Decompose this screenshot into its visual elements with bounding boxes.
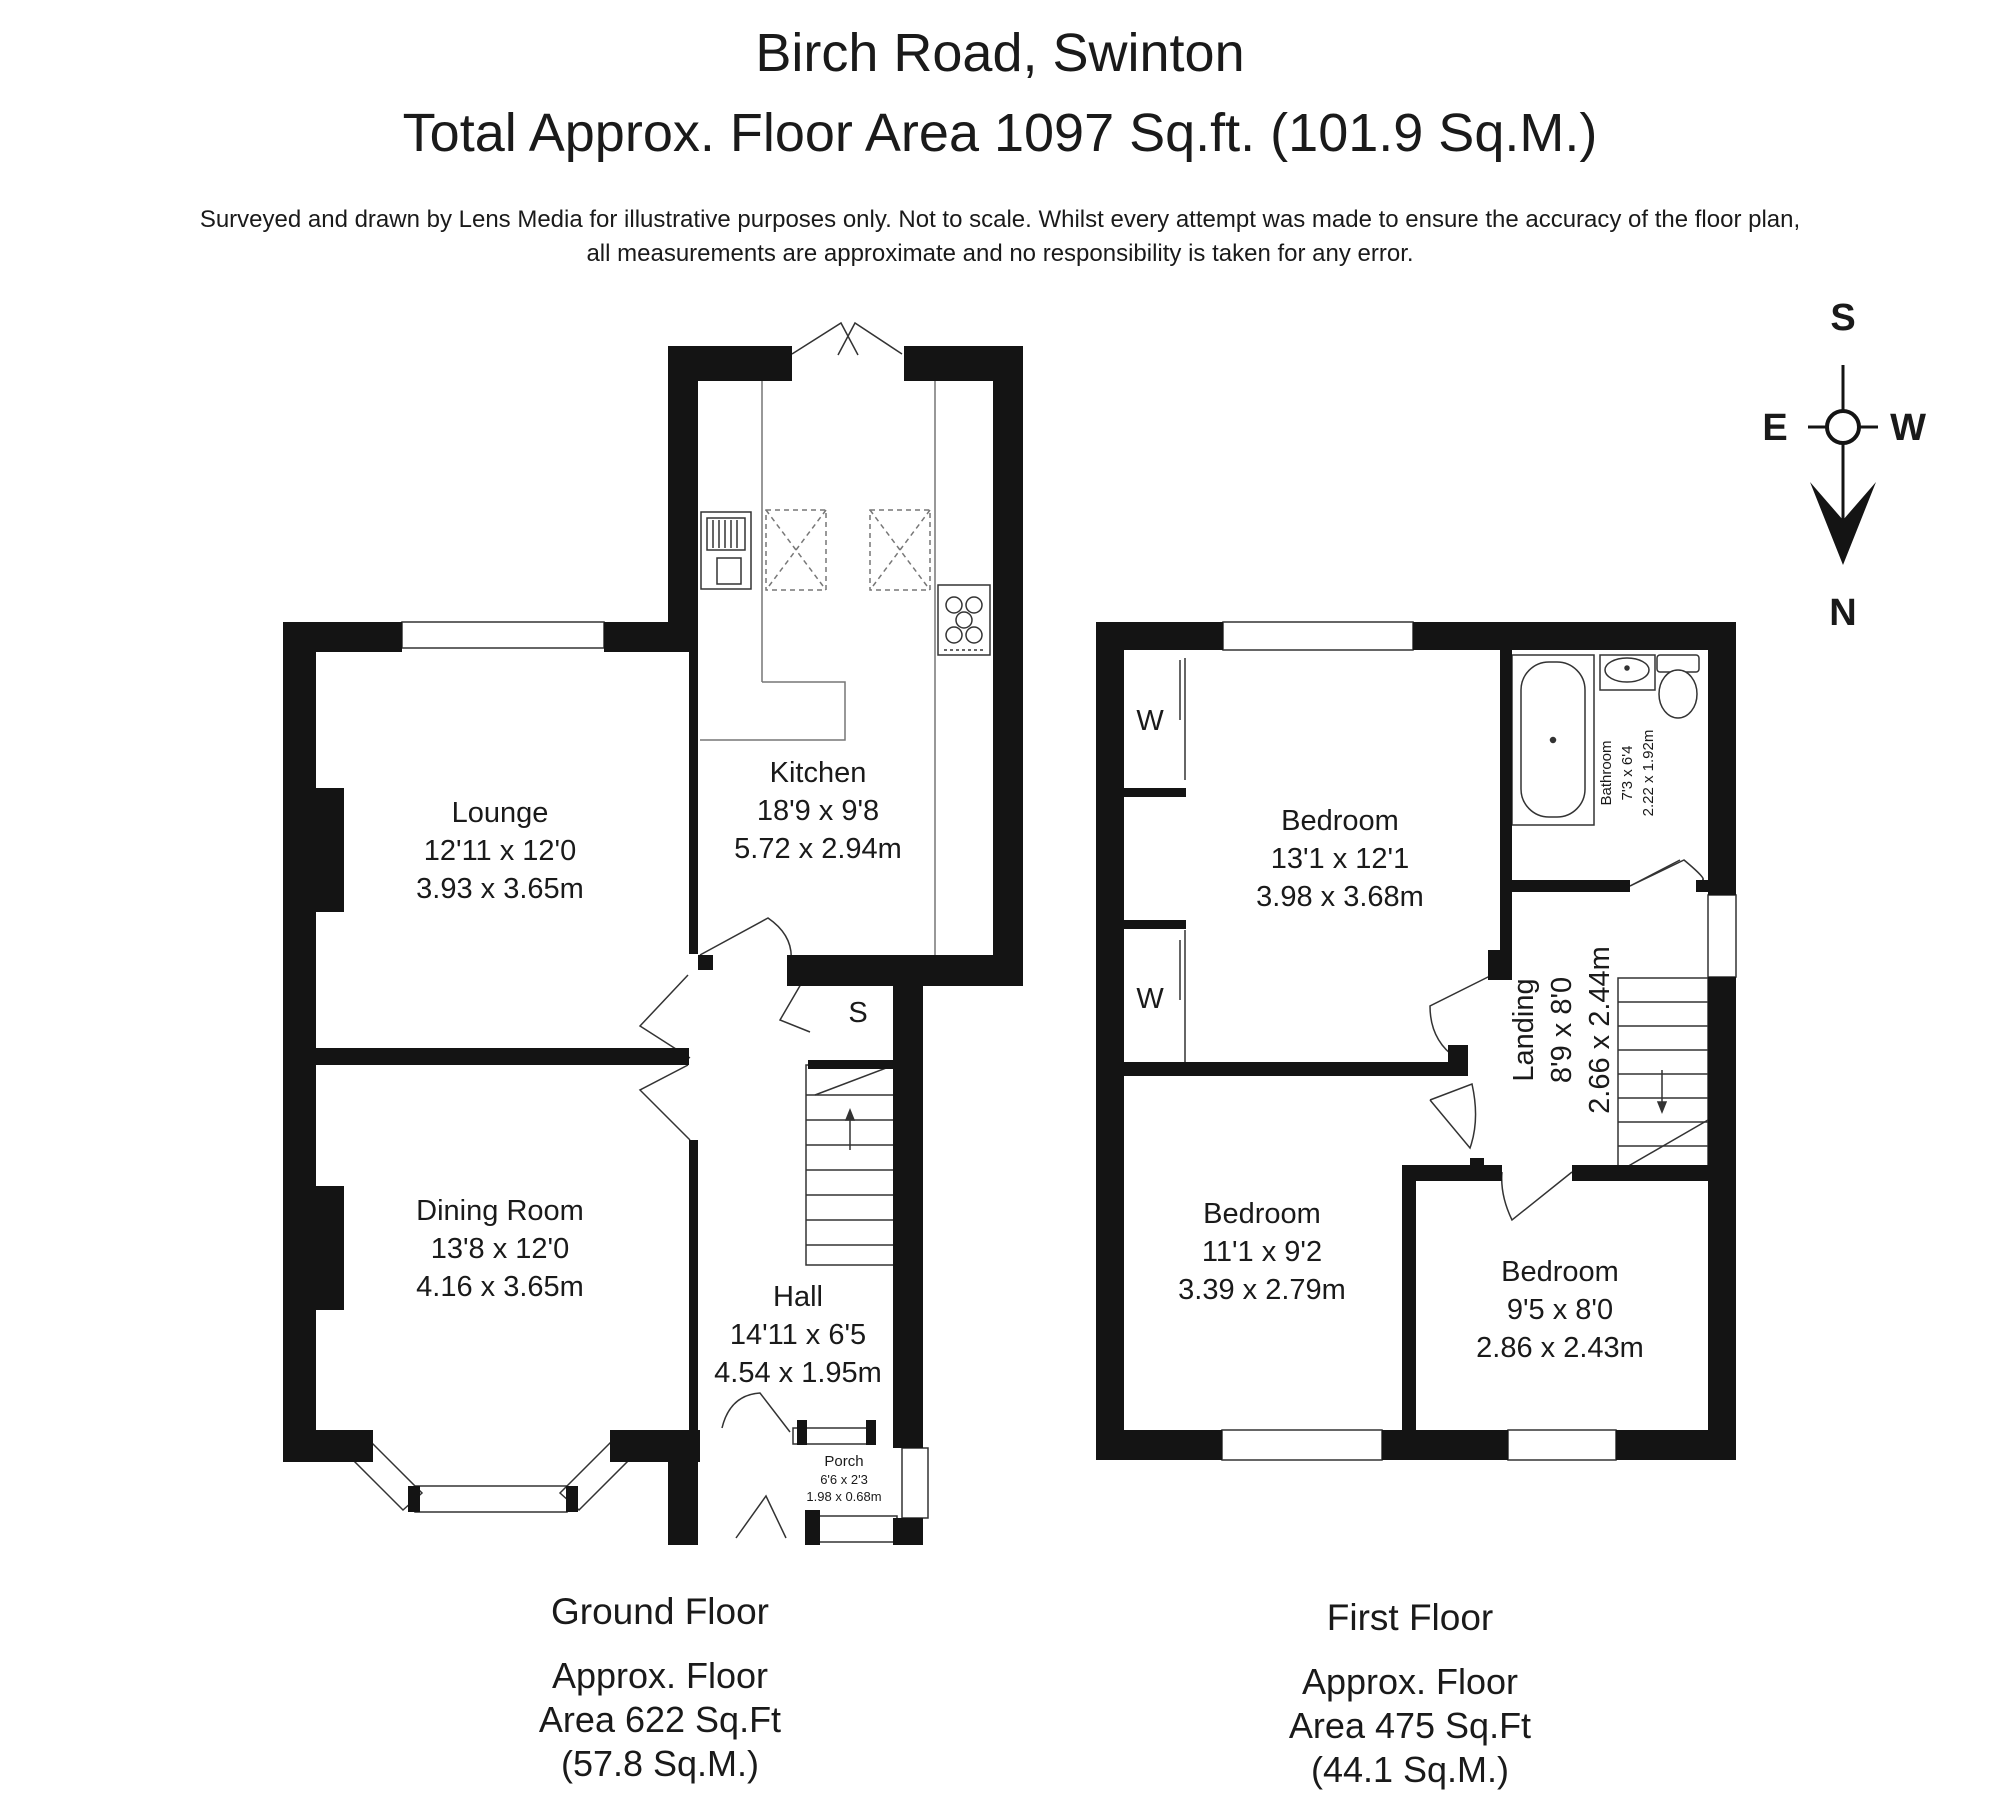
ground-floor-summary <box>440 1590 880 1786</box>
ground-floor-area-line2: Area 622 Sq.Ft <box>538 1699 782 1740</box>
lounge-metric: 3.93 x 3.65m <box>416 873 584 905</box>
ground-floor-area-line3: (57.8 Sq.M.) <box>560 1743 760 1784</box>
porch-imperial: 6'6 x 2'3 <box>820 1472 868 1487</box>
wardrobe-label-top: W <box>1136 705 1164 737</box>
compass-north: N <box>1829 592 1857 634</box>
bedroom3-metric: 2.86 x 2.43m <box>1476 1332 1644 1364</box>
toilet-icon <box>1657 655 1699 718</box>
hall-name: Hall <box>773 1281 823 1313</box>
bedroom3-name: Bedroom <box>1501 1256 1619 1288</box>
kitchen-metric: 5.72 x 2.94m <box>734 833 902 865</box>
dining-imperial: 13'8 x 12'0 <box>430 1233 570 1265</box>
dining-name: Dining Room <box>416 1195 584 1227</box>
disclaimer-line-1: Surveyed and drawn by Lens Media for illustrative purposes only. Not to scale. Whilst every attempt was made to ensure the accuracy of the floor plan, <box>199 206 1801 233</box>
first-floor-area-line3: (44.1 Sq.M.) <box>1310 1749 1510 1790</box>
wardrobe-label-bottom: W <box>1136 983 1164 1015</box>
first-floor-area-line2: Area 475 Sq.Ft <box>1288 1705 1532 1746</box>
compass-west: W <box>1890 407 1926 449</box>
bedroom2-name: Bedroom <box>1203 1198 1321 1230</box>
bathroom-metric: 2.22 x 1.92m <box>1640 729 1657 817</box>
dining-metric: 4.16 x 3.65m <box>416 1271 584 1303</box>
sink-icon <box>701 512 751 589</box>
first-floor-name: First Floor <box>1326 1597 1494 1638</box>
disclaimer-line-2: all measurements are approximate and no responsibility is taken for any error. <box>586 240 1414 267</box>
bathroom-name: Bathroom <box>1598 740 1615 806</box>
compass-east: E <box>1762 407 1788 449</box>
porch-name: Porch <box>824 1453 864 1470</box>
porch-metric: 1.98 x 0.68m <box>806 1489 882 1504</box>
store-label: S <box>848 997 868 1029</box>
address-title: Birch Road, Swinton <box>755 23 1245 83</box>
bathroom-imperial: 7'3 x 6'4 <box>1619 745 1636 801</box>
ground-floor-plan <box>283 323 1023 1545</box>
kitchen-name: Kitchen <box>769 757 867 789</box>
ground-floor-area-line1: Approx. Floor <box>551 1655 769 1696</box>
hall-imperial: 14'11 x 6'5 <box>729 1319 867 1351</box>
first-floor-summary <box>1190 1596 1630 1792</box>
first-floor-area-line1: Approx. Floor <box>1301 1661 1519 1702</box>
compass-south: S <box>1830 297 1856 339</box>
hall-metric: 4.54 x 1.95m <box>714 1357 882 1389</box>
bath-icon <box>1512 655 1594 825</box>
bedroom3-imperial: 9'5 x 8'0 <box>1506 1294 1614 1326</box>
first-floor-plan <box>1096 622 1736 1460</box>
bedroom2-imperial: 11'1 x 9'2 <box>1201 1236 1323 1268</box>
landing-imperial: 8'9 x 8'0 <box>1546 976 1578 1084</box>
kitchen-imperial: 18'9 x 9'8 <box>756 795 880 827</box>
bedroom1-name: Bedroom <box>1281 805 1399 837</box>
lounge-imperial: 12'11 x 12'0 <box>423 835 577 867</box>
landing-metric: 2.66 x 2.44m <box>1584 946 1616 1114</box>
ground-stairs <box>806 1065 894 1265</box>
basin-icon <box>1600 655 1655 690</box>
hob-icon <box>938 585 990 655</box>
compass-icon <box>1762 297 1926 634</box>
bedroom1-imperial: 13'1 x 12'1 <box>1270 843 1410 875</box>
landing-name: Landing <box>1508 978 1540 1082</box>
bedroom1-metric: 3.98 x 3.68m <box>1256 881 1424 913</box>
bedroom2-metric: 3.39 x 2.79m <box>1178 1274 1346 1306</box>
lounge-name: Lounge <box>451 797 549 829</box>
total-area-title: Total Approx. Floor Area 1097 Sq.ft. (101.9 Sq.M.) <box>402 103 1598 163</box>
ground-floor-walls <box>283 346 1023 1545</box>
ground-floor-name: Ground Floor <box>551 1591 769 1632</box>
